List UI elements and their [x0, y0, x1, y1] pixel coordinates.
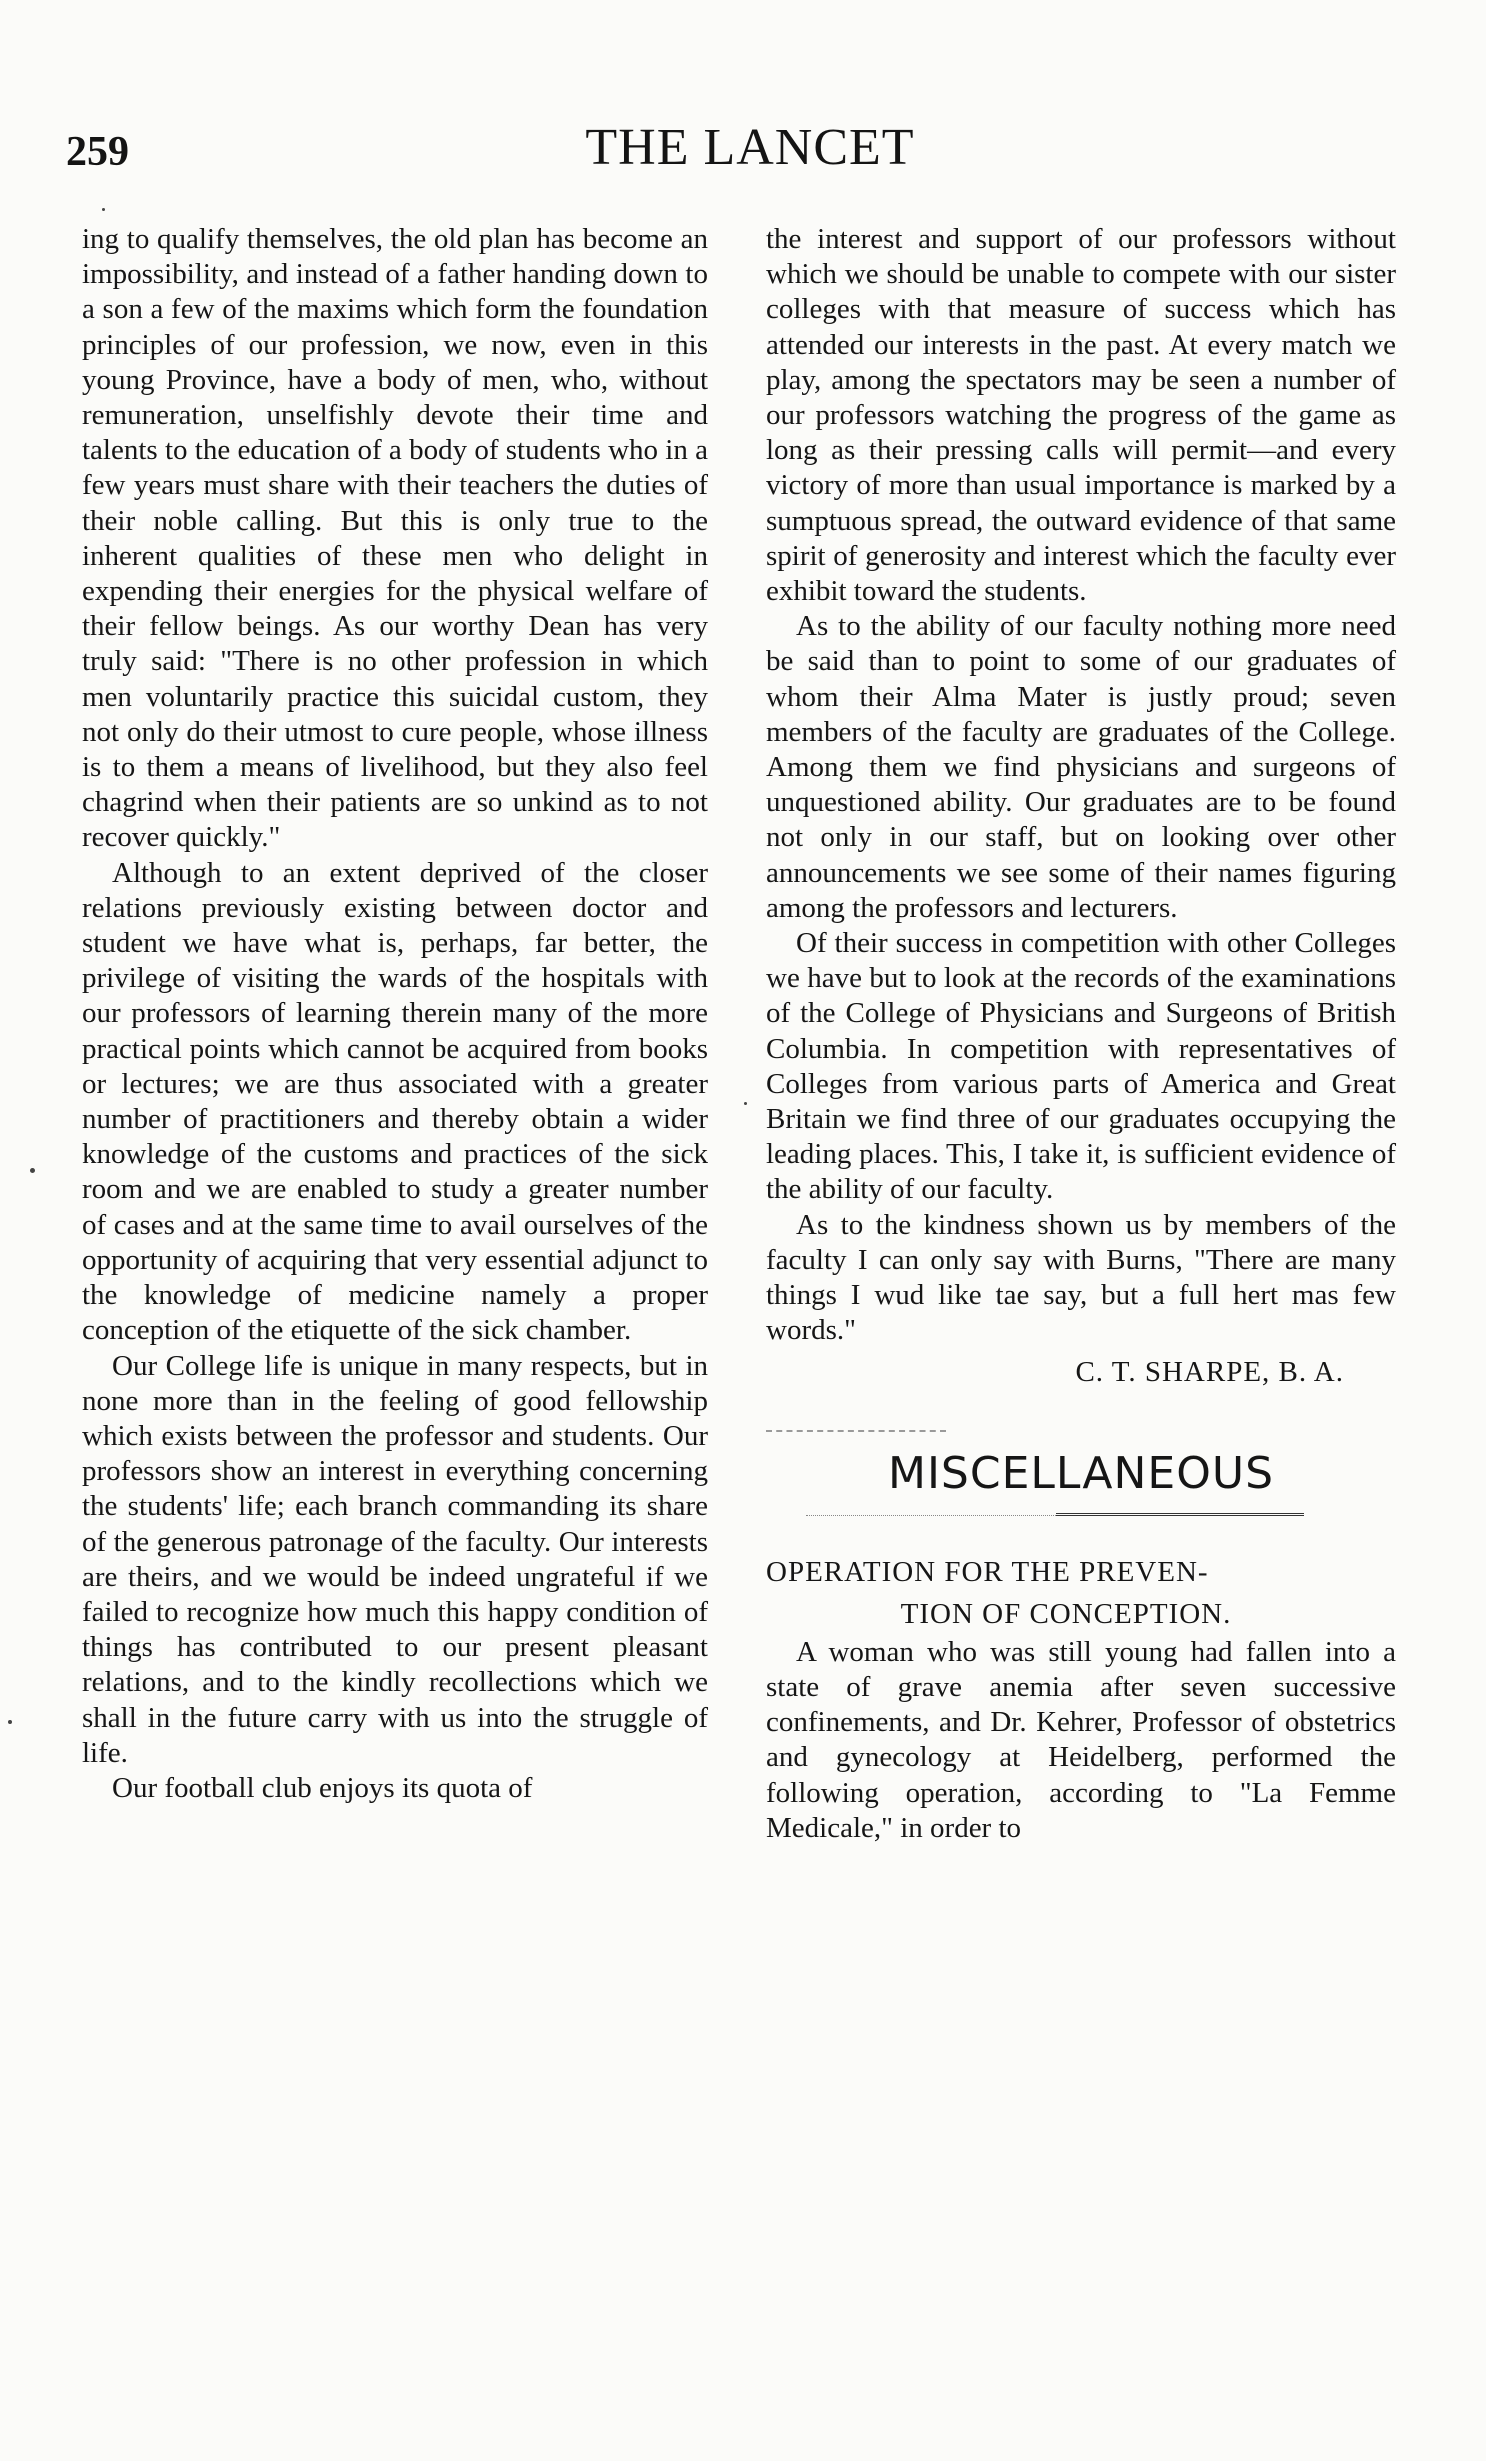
right-paragraph-1: the interest and support of our professors without which we should be unable to compete with our sister colleges with that measure of success which has attended our interests in the past. At every match we play, among the spectators may be seen a number of our professors watching the progress of the game as long as their pressing calls will permit—and every victory of more than usual importance is marked by a sumptuous spread, the outward evidence of that same spirit of generosity and interest which the faculty ever exhibit toward the students. [766, 223, 1396, 608]
author-signature: C. T. SHARPE, B. A. [1075, 1355, 1344, 1388]
page-header [0, 118, 1486, 188]
article-title-line-1: OPERATION FOR THE PREVEN- [766, 1555, 1209, 1588]
print-speck [102, 208, 105, 211]
left-paragraph-2: Although to an extent deprived of the closer relations previously existing between doctor and student we have what is, perhaps, far better, the privilege of visiting the wards of the hospitals with our professors of learning therein many of the more practical points which cannot be acquired from books or lectures; we are thus associated with a greater number of practitioners and thereby obtain a wider knowledge of the customs and practices of the sick room and we are enabled to study a greater number of cases and at the same time to avail ourselves of the opportunity of acquiring that very essential adjunct to the knowledge of medicine namely a proper conception of the etiquette of the sick chamber. [82, 856, 708, 1347]
page-number: 259 [66, 129, 129, 175]
print-speck [30, 1168, 35, 1173]
ornamental-rule [766, 1497, 1396, 1537]
left-paragraph-4: Our football club enjoys its quota of [112, 1771, 533, 1804]
dashed-divider [766, 1430, 946, 1434]
left-paragraph-3: Our College life is unique in many respects, but in none more than in the feeling of good fellowship which exists between the professor and students. Our professors show an interest in everything concerning the students' life; each branch commanding its share of the generous patronage of the faculty. Our interests are theirs, and we would be indeed ungrateful if we failed to recognize how much this happy condition of things has contributed to our present pleasant relations, and to the kindly recollections which we shall in the future carry with us into the struggle of life. [82, 1349, 708, 1769]
right-paragraph-4: As to the kindness shown us by members of the faculty I can only say with Burns, "There are many things I wud like tae say, but a full hert mas few words." [766, 1208, 1396, 1347]
right-column [766, 222, 1396, 1846]
article-title [766, 1551, 1396, 1635]
right-paragraph-2: As to the ability of our faculty nothing more need be said than to point to some of our graduates of whom their Alma Mater is justly proud; seven members of the faculty are graduates of the College. Among them we find physicians and surgeons of unquestioned ability. Our graduates are to be found not only in our staff, but on looking over other announcements we see some of their names figuring among the professors and lecturers. [766, 610, 1396, 924]
right-paragraph-3: Of their success in competition with other Colleges we have but to look at the records of the examinations of the College of Physicians and Surgeons of British Columbia. In competition with representatives of Colleges from various parts of America and Great Britain we find three of our graduates occupying the leading places. This, I take it, is sufficient evidence of the ability of our faculty. [766, 927, 1396, 1206]
dotted-rule [806, 1515, 1056, 1516]
journal-title: THE LANCET [585, 119, 915, 176]
double-rule [1056, 1513, 1304, 1516]
print-speck [8, 1720, 12, 1724]
article-body: A woman who was still young had fallen into a state of grave anemia after seven successive confinements, and Dr. Kehrer, Professor of obstetrics and gynecology at Heidelberg, performed the following operation, according to "La Femme Medicale," in order to [766, 1635, 1396, 1844]
left-column [82, 222, 708, 1806]
left-paragraph-1: ing to qualify themselves, the old plan has become an impossibility, and instead of a father handing down to a son a few of the maxims which form the foundation principles of our profession, we now, even in this young Province, have a body of men, who, without remuneration, unselfishly devote their time and talents to the education of a body of students who in a few years must share with their teachers the duties of their noble calling. But this is only true to the inherent qualities of these men who delight in expending their energies for the physical welfare of their fellow beings. As our worthy Dean has very truly said: "There is no other profession in which men voluntarily practice this suicidal custom, they not only do their utmost to cure people, whose illness is to them a means of livelihood, but they also feel chagrind when their patients are so unkind as to not recover quickly." [82, 223, 708, 854]
print-speck [744, 1102, 747, 1105]
section-heading: MISCELLANEOUS [887, 1447, 1274, 1499]
article-title-line-2: TION OF CONCEPTION. [900, 1597, 1232, 1630]
